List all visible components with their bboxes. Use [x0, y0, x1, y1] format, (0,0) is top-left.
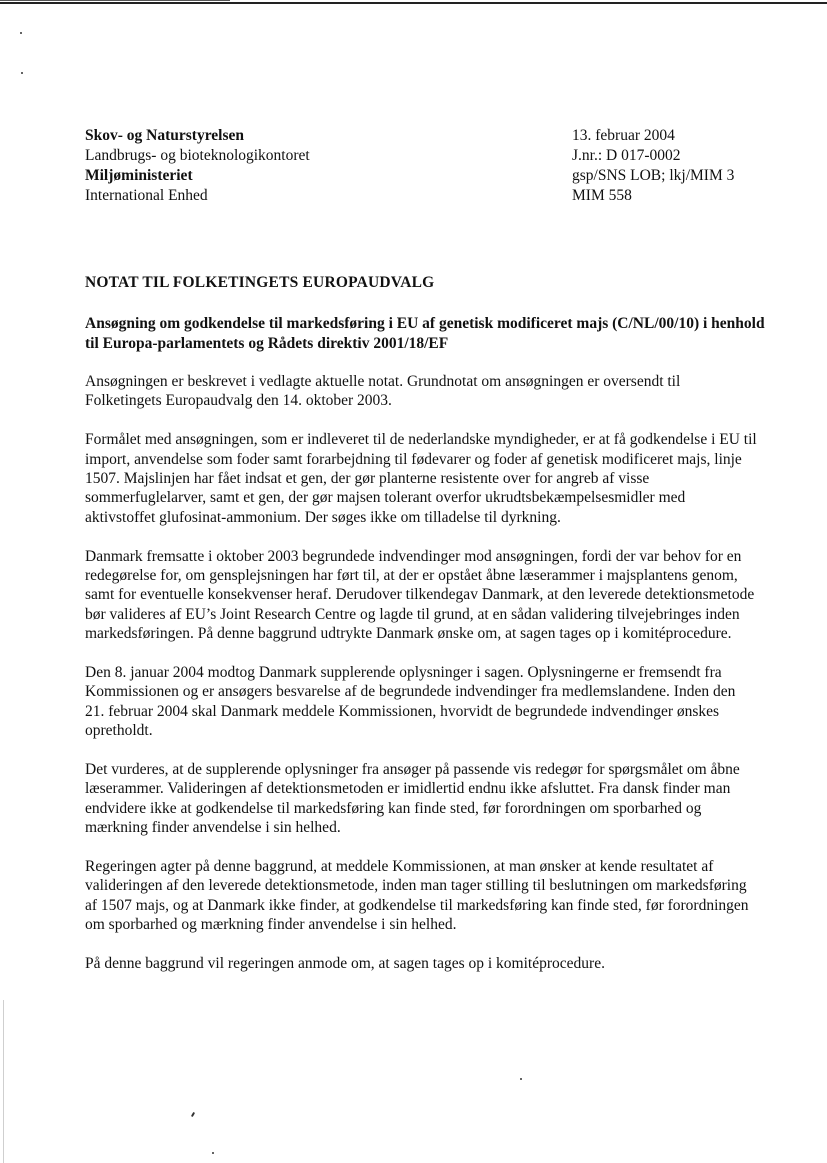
meta-block: [572, 126, 812, 206]
paragraph: Ansøgningen er beskrevet i vedlagte aktuelle notat. Grundnotat om ansøgningen er oversendt til Folketingets Europaudvalg den 14. oktober 2003.: [85, 373, 681, 410]
notat-heading: NOTAT TIL FOLKETINGETS EUROPAUDVALG: [85, 274, 435, 291]
mim-number: MIM 558: [572, 187, 632, 204]
sender-ministry: Miljøministeriet: [85, 167, 193, 184]
scan-speck: [212, 1152, 214, 1154]
scan-speck: [20, 32, 22, 34]
journal-number: J.nr.: D 017-0002: [572, 147, 681, 164]
sender-block: [85, 126, 485, 206]
scan-speck: [21, 72, 23, 74]
top-rule-thin: [0, 0, 230, 1]
subject-heading: Ansøgning om godkendelse til markedsføring i EU af genetisk modificeret majs (C/NL/00/10) i henhold til Europa-parlamentets og Rådets direktiv 2001/18/EF: [85, 315, 765, 352]
paragraph: Regeringen agter på denne baggrund, at meddele Kommissionen, at man ønsker at kende resultatet af valideringen af den leverede detektionsmetode, inden man tager stilling til beslutningen om markedsføring af 1507 majs, og at Danmark ikke finder, at godkendelse til markedsføring kan finde sted, før forordningen om sporbarhed og mærkning finder anvendelse i sin helhed.: [85, 858, 749, 934]
sender-office: Landbrugs- og bioteknologikontoret: [85, 147, 310, 164]
paragraph: Den 8. januar 2004 modtog Danmark supplerende oplysninger i sagen. Oplysningerne er fremsendt fra Kommissionen og er ansøgers besvarelse af de begrundede indvendinger fra medlemslandene. Inden den 21. februar 2004 skal Danmark meddele Kommissionen, hvorvidt de begrundede indvendinger ønskes opretholdt.: [85, 664, 736, 740]
sender-agency: Skov- og Naturstyrelsen: [85, 127, 245, 144]
scan-speck: [520, 1078, 522, 1080]
top-rule: [0, 2, 827, 4]
scan-margin-line: [3, 1000, 4, 1163]
sender-unit: International Enhed: [85, 187, 208, 204]
paragraph: Danmark fremsatte i oktober 2003 begrundede indvendinger mod ansøgningen, fordi der var behov for en redegørelse for, om gensplejsningen har ført til, at der er opstået åbne læserammer i majsplantens genom, samt for eventuelle konsekvenser heraf. Derudover tilkendegav Danmark, at den leverede detektionsmetode bør valideres af EU’s Joint Research Centre og lagde til grund, at en sådan validering tilvejebringes inden markedsføringen. På denne baggrund udtrykte Danmark ønske om, at sagen tages op i komitéprocedure.: [85, 547, 755, 643]
scan-speck: [191, 1112, 195, 1117]
paragraph: På denne baggrund vil regeringen anmode om, at sagen tages op i komitéprocedure.: [85, 955, 605, 973]
reference-code: gsp/SNS LOB; lkj/MIM 3: [572, 167, 735, 184]
paragraph: Det vurderes, at de supplerende oplysninger fra ansøger på passende vis redegør for spørgsmålet om åbne læserammer. Valideringen af detektionsmetoden er imidlertid endnu ikke afsluttet. Fra dansk finder man endvidere ikke at godkendelse til markedsføring kan finde sted, før forordningen om sporbarhed og mærkning finder anvendelse i sin helhed.: [85, 761, 740, 837]
paragraph: Formålet med ansøgningen, som er indleveret til de nederlandske myndigheder, er at få godkendelse i EU til import, anvendelse som foder samt forarbejdning til fødevarer og foder af genetisk modificeret majs, linje 1507. Majslinjen har fået indsat et gen, der gør planterne resistente over for angreb af visse sommerfuglelarver, samt et gen, der gør majsen tolerant overfor ukrudtsbekæmpelsesmidler med aktivstoffet glufosinat-ammonium. Der søges ikke om tilladelse til dyrkning.: [85, 431, 757, 526]
document-body: [85, 372, 757, 993]
document-date: 13. februar 2004: [572, 127, 675, 144]
